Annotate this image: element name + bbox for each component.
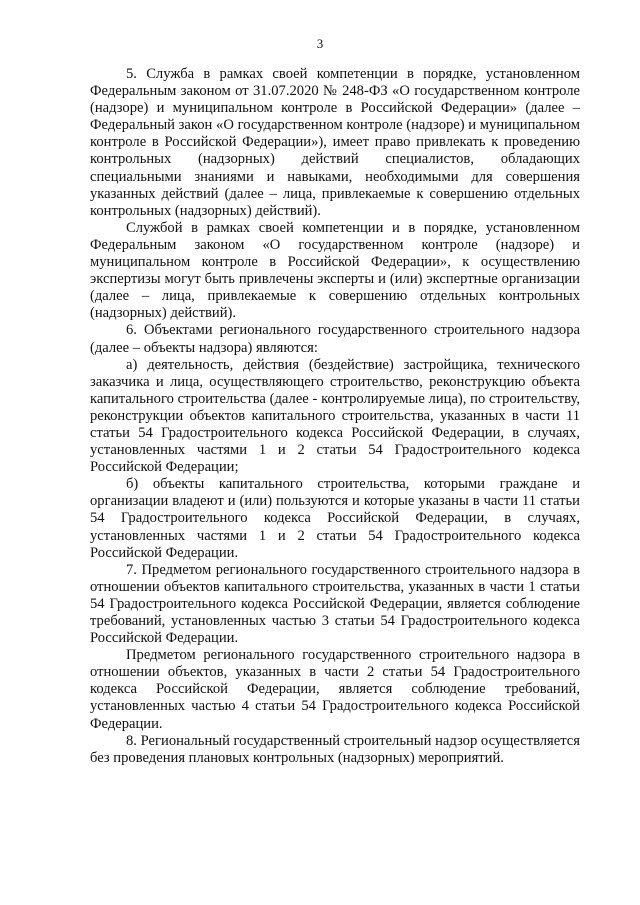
paragraph-5-experts: Службой в рамках своей компетенции и в порядке, установленном Федеральным законом «О государственном контроле (надзоре) и муниципальном контроле в Российской Федерации», к осуществлению экспертизы могут быть привлечены эксперты и (или) экспертные организации (далее – лица, привлекаемые к совершению отдельных контрольных (надзорных) действий). [90, 219, 580, 322]
paragraph-6: 6. Объектами регионального государственного строительного надзора (далее – объекты надзора) являются: [90, 322, 580, 356]
paragraph-6-a: а) деятельность, действия (бездействие) застройщика, технического заказчика и лица, осуществляющего строительство, реконструкцию объекта капитального строительства (далее - контролируемые лица), по строительству, реконструкции объектов капитального строительства, указанных в части 11 статьи 54 Градостроительного кодекса Российской Федерации, в случаях, установленных частями 1 и 2 статьи 54 Градостроительного кодекса Российской Федерации; [90, 356, 580, 476]
page-number: 3 [316, 36, 324, 51]
paragraph-6-b: б) объекты капитального строительства, которыми граждане и организации владеют и (или) пользуются и которые указаны в части 11 статьи 54 Градостроительного кодекса Российской Федерации, в случаях, установленных частями 1 и 2 статьи 54 Градостроительного кодекса Российской Федерации. [90, 476, 580, 561]
paragraph-7: 7. Предметом регионального государственного строительного надзора в отношении объектов капитального строительства, указанных в части 1 статьи 54 Градостроительного кодекса Российской Федерации, является соблюдение требований, установленных частью 3 статьи 54 Градостроительного кодекса Российской Федерации. [90, 561, 580, 647]
paragraph-8: 8. Региональный государственный строительный надзор осуществляется без проведения плановых контрольных (надзорных) мероприятий. [90, 732, 580, 766]
paragraph-5: 5. Служба в рамках своей компетенции в порядке, установленном Федеральным законом от 31.07.2020 № 248-ФЗ «О государственном контроле (надзоре) и муниципальном контроле в Российской Федерации» (далее – Федеральный закон «О государственном контроле (надзоре) и муниципальном контроле в Российской Федерации»), имеет право привлекать к проведению контрольных (надзорных) действий специалистов, обладающих специальными знаниями и навыками, необходимыми для совершения указанных действий (далее – лица, привлекаемые к совершению отдельных контрольных (надзорных) действий). [90, 66, 580, 219]
document-body [90, 66, 580, 767]
paragraph-7-part-2: Предметом регионального государственного строительного надзора в отношении объектов, указанных в части 2 статьи 54 Градостроительного кодекса Российской Федерации, является соблюдение требований, установленных частью 4 статьи 54 Градостроительного кодекса Российской Федерации. [90, 647, 580, 732]
